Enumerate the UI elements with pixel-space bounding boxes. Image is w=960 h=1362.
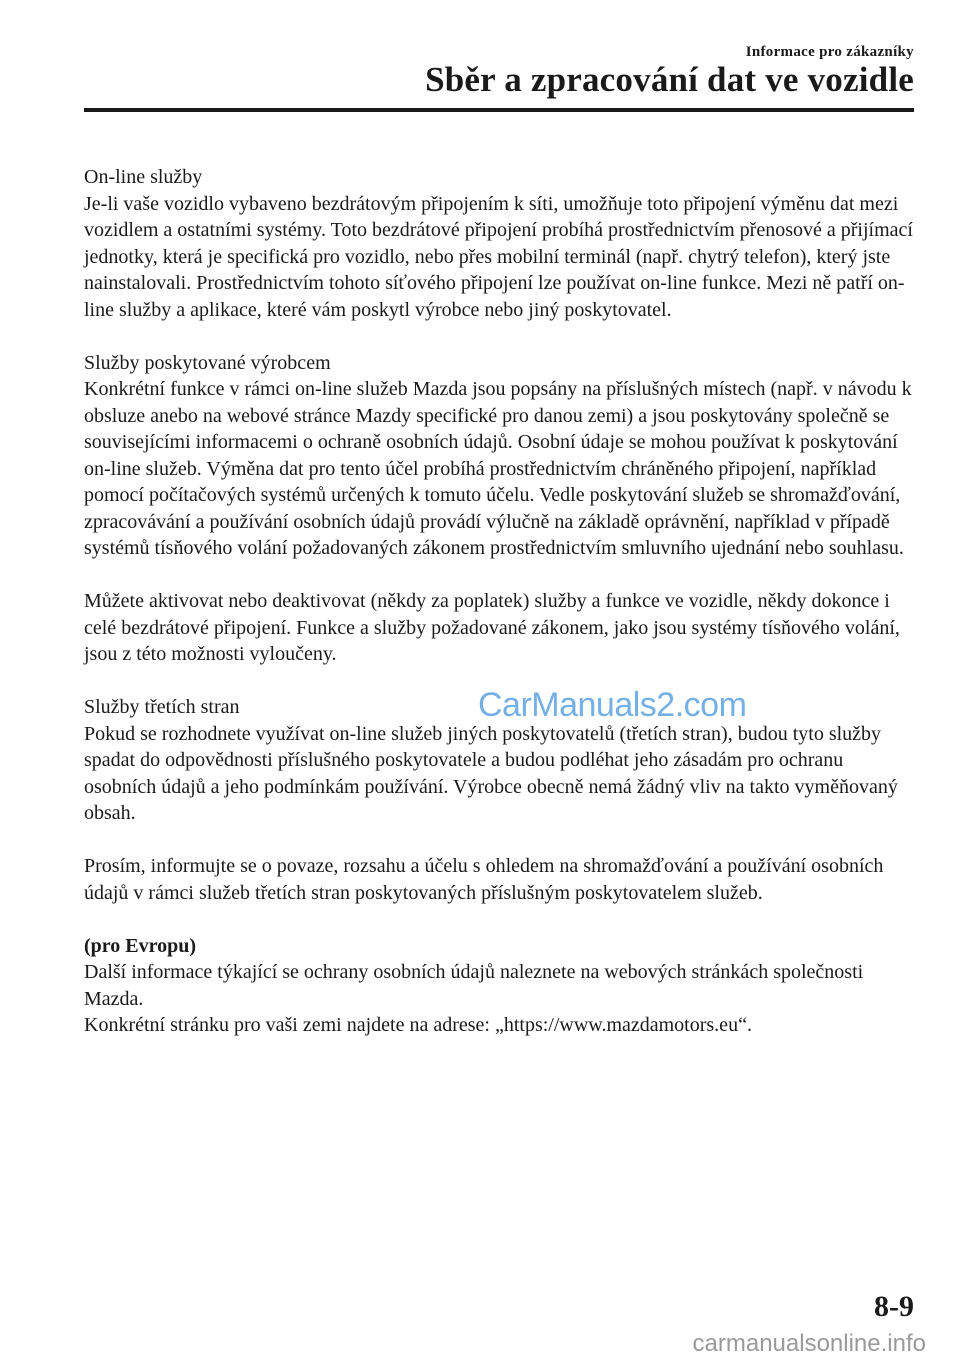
third-party-text: Pokud se rozhodnete využívat on-line služeb jiných poskytovatelů (třetích stran), budou tyto služby spadat do odpovědnosti příslušného poskytovatele a budou podléhat jeho zásadám pro ochranu osobních údajů a jeho podmínkám používání. Výrobce obecně nemá žádný vliv na takto vyměňovaný obsah. (84, 722, 898, 824)
page-title: Sběr a zpracování dat ve vozidle (425, 60, 914, 99)
manufacturer-text: Konkrétní funkce v rámci on-line služeb Mazda jsou popsány na příslušných místech (např. v návodu k obsluze anebo na webové stránce Mazdy specifické pro danou zemi) a jsou poskytovány společně se souvisejícími informacemi o ochraně osobních údajů. Osobní údaje se mohou používat k poskytování on-line služeb. Výměna dat pro tento účel probíhá prostřednictvím chráněného připojení, například pomocí počítačových systémů určených k tomuto účelu. Vedle poskytování služeb se shromažďování, zpracovávání a používání osobních údajů provádí výlučně na základě oprávnění, například v případě systémů tísňového volání požadovaných zákonem prostřednictvím smluvního ujednání nebo souhlasu. (84, 378, 912, 559)
paragraph-europe (84, 933, 914, 1039)
section-label: Informace pro zákazníky (745, 44, 914, 60)
header-rule (84, 108, 914, 112)
online-heading: On-line služby (84, 166, 203, 188)
paragraph-online (84, 164, 914, 323)
paragraph-manufacturer (84, 350, 914, 562)
watermark: CarManuals2.com (478, 686, 747, 724)
paragraph-activation (84, 588, 914, 668)
manufacturer-heading: Služby poskytované výrobcem (84, 351, 331, 374)
europe-text-1: Další informace týkající se ochrany osobních údajů naleznete na webových stránkách společnosti Mazda. (84, 961, 864, 1010)
europe-heading: (pro Evropu) (84, 934, 197, 957)
inform-text: Prosím, informujte se o povaze, rozsahu a účelu s ohledem na shromažďování a používání osobních údajů v rámci služeb třetích stran poskytovaných příslušným poskytovatelem služeb. (84, 855, 884, 904)
online-text: Je-li vaše vozidlo vybaveno bezdrátovým připojením k síti, umožňuje toto připojení výměnu dat mezi vozidlem a ostatními systémy. Toto bezdrátové připojení probíhá prostřednictvím přenosové a přijímací jednotky, která je specifická pro vozidlo, nebo přes mobilní terminál (např. chytrý telefon), který jste nainstalovali. Prostřednictvím tohoto síťového připojení lze používat on-line funkce. Mezi ně patří on-line služby a aplikace, které vám poskytl výrobce nebo jiný poskytovatel. (84, 192, 913, 321)
footer-watermark: carmanualsonline.info (692, 1330, 926, 1357)
content (84, 164, 914, 1065)
third-party-heading: Služby třetích stran (84, 696, 240, 718)
activation-text: Můžete aktivovat nebo deaktivovat (někdy za poplatek) služby a funkce ve vozidle, někdy dokonce i celé bezdrátové připojení. Funkce a služby požadované zákonem, jako jsou systémy tísňového volání, jsou z této možnosti vyloučeny. (84, 590, 900, 665)
europe-text-2: Konkrétní stránku pro vaši zemi najdete na adrese: „https://www.mazdamotors.eu“. (84, 1014, 752, 1036)
paragraph-inform (84, 853, 914, 906)
page-number: 8-9 (874, 1290, 914, 1323)
